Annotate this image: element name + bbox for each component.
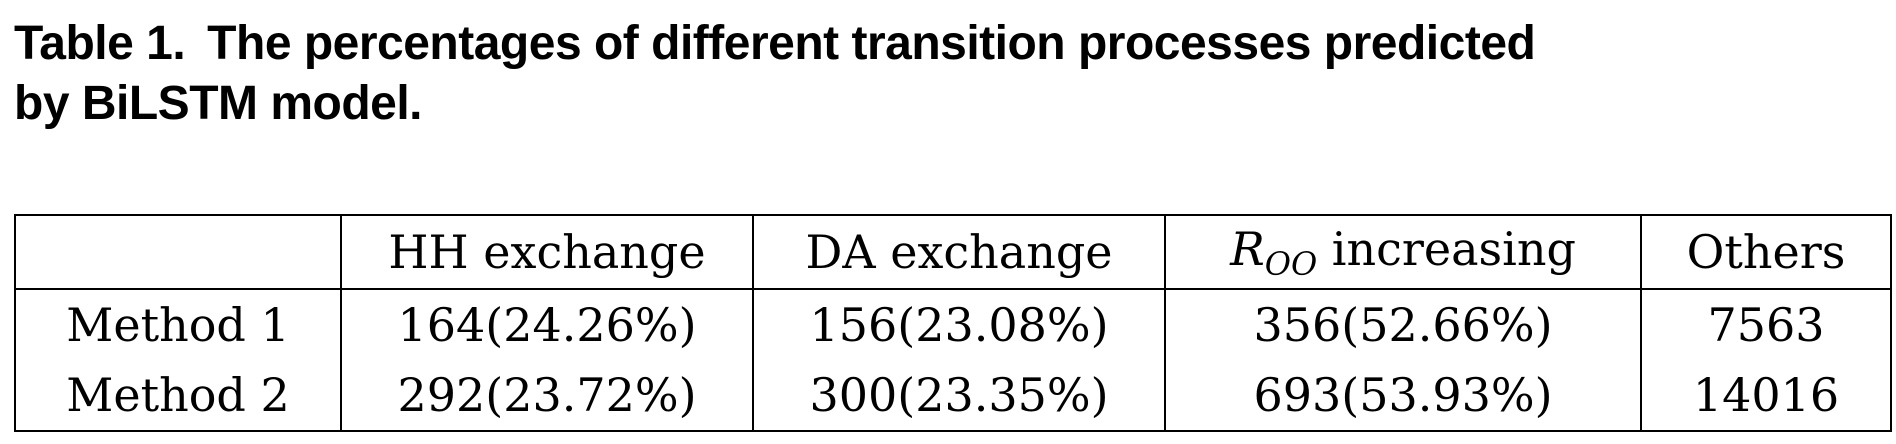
caption-text-line1: The percentages of different transition processes predicted	[207, 17, 1536, 70]
table-row	[15, 289, 1891, 360]
header-others: Others	[1641, 215, 1891, 289]
cell-others: 14016	[1641, 360, 1891, 431]
cell-roo: 356(52.66%)	[1165, 289, 1641, 360]
results-table	[14, 214, 1892, 432]
roo-label: increasing	[1331, 221, 1576, 276]
cell-hh: 164(24.26%)	[341, 289, 753, 360]
table-body	[15, 289, 1891, 431]
table-caption	[14, 14, 1874, 134]
table-header	[15, 215, 1891, 289]
header-hh-exchange: HH exchange	[341, 215, 753, 289]
header-roo-increasing	[1165, 215, 1641, 289]
row-method: Method 1	[66, 298, 290, 352]
cell-hh: 292(23.72%)	[341, 360, 753, 431]
caption-label: Table 1.	[14, 17, 186, 70]
caption-text-line2: by BiLSTM model.	[14, 77, 423, 130]
roo-symbol: R	[1230, 221, 1265, 276]
table-row	[15, 360, 1891, 431]
cell-others: 7563	[1641, 289, 1891, 360]
header-da-exchange: DA exchange	[753, 215, 1165, 289]
row-method: Method 2	[66, 368, 290, 422]
header-row	[15, 215, 1891, 289]
cell-roo: 693(53.93%)	[1165, 360, 1641, 431]
cell-da: 300(23.35%)	[753, 360, 1165, 431]
roo-subscript: OO	[1264, 244, 1318, 283]
header-blank	[15, 215, 341, 289]
cell-da: 156(23.08%)	[753, 289, 1165, 360]
